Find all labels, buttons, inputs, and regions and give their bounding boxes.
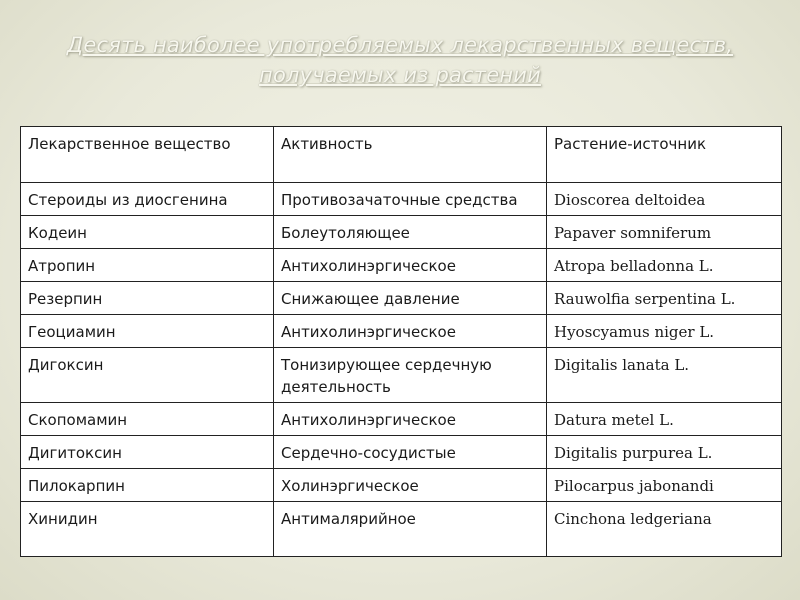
table-row	[21, 436, 782, 469]
cell-substance: Геоциамин	[21, 315, 274, 348]
cell-activity: Снижающее давление	[274, 282, 547, 315]
slide-title	[30, 30, 770, 90]
table-row	[21, 249, 782, 282]
cell-substance: Пилокарпин	[21, 469, 274, 502]
table-row	[21, 183, 782, 216]
cell-activity: Холинэргическое	[274, 469, 547, 502]
cell-plant: Digitalis purpurea L.	[547, 436, 782, 469]
cell-plant: Digitalis lanata L.	[547, 348, 782, 403]
cell-substance: Скопомамин	[21, 403, 274, 436]
cell-substance: Кодеин	[21, 216, 274, 249]
table-header-row	[21, 127, 782, 183]
cell-plant: Pilocarpus jabonandi	[547, 469, 782, 502]
cell-substance: Дигитоксин	[21, 436, 274, 469]
title-line-2: получаемых из растений	[259, 63, 541, 87]
table-row	[21, 315, 782, 348]
cell-plant: Datura metel L.	[547, 403, 782, 436]
cell-substance: Хинидин	[21, 502, 274, 557]
table-row	[21, 469, 782, 502]
cell-substance: Атропин	[21, 249, 274, 282]
cell-plant: Hyoscyamus niger L.	[547, 315, 782, 348]
cell-activity: Болеутоляющее	[274, 216, 547, 249]
cell-activity: Антихолинэргическое	[274, 315, 547, 348]
cell-plant: Atropa belladonna L.	[547, 249, 782, 282]
table-row	[21, 403, 782, 436]
table-row	[21, 282, 782, 315]
table-row	[21, 216, 782, 249]
drug-table	[20, 126, 782, 557]
title-line-1: Десять наиболее употребляемых лекарственных веществ,	[66, 33, 734, 57]
cell-plant: Cinchona ledgeriana	[547, 502, 782, 557]
cell-activity: Тонизирующее сердечную деятельность	[274, 348, 547, 403]
cell-activity: Сердечно-сосудистые	[274, 436, 547, 469]
table-row	[21, 502, 782, 557]
cell-plant: Papaver somniferum	[547, 216, 782, 249]
cell-activity: Антималярийное	[274, 502, 547, 557]
cell-plant: Dioscorea deltoidea	[547, 183, 782, 216]
cell-activity: Антихолинэргическое	[274, 249, 547, 282]
cell-activity: Противозачаточные средства	[274, 183, 547, 216]
cell-substance: Резерпин	[21, 282, 274, 315]
drug-table-container	[20, 126, 781, 557]
header-activity: Активность	[274, 127, 547, 183]
header-substance: Лекарственное вещество	[21, 127, 274, 183]
cell-plant: Rauwolfia serpentina L.	[547, 282, 782, 315]
table-row	[21, 348, 782, 403]
cell-substance: Стероиды из диосгенина	[21, 183, 274, 216]
header-plant-source: Растение-источник	[547, 127, 782, 183]
cell-substance: Дигоксин	[21, 348, 274, 403]
cell-activity: Антихолинэргическое	[274, 403, 547, 436]
